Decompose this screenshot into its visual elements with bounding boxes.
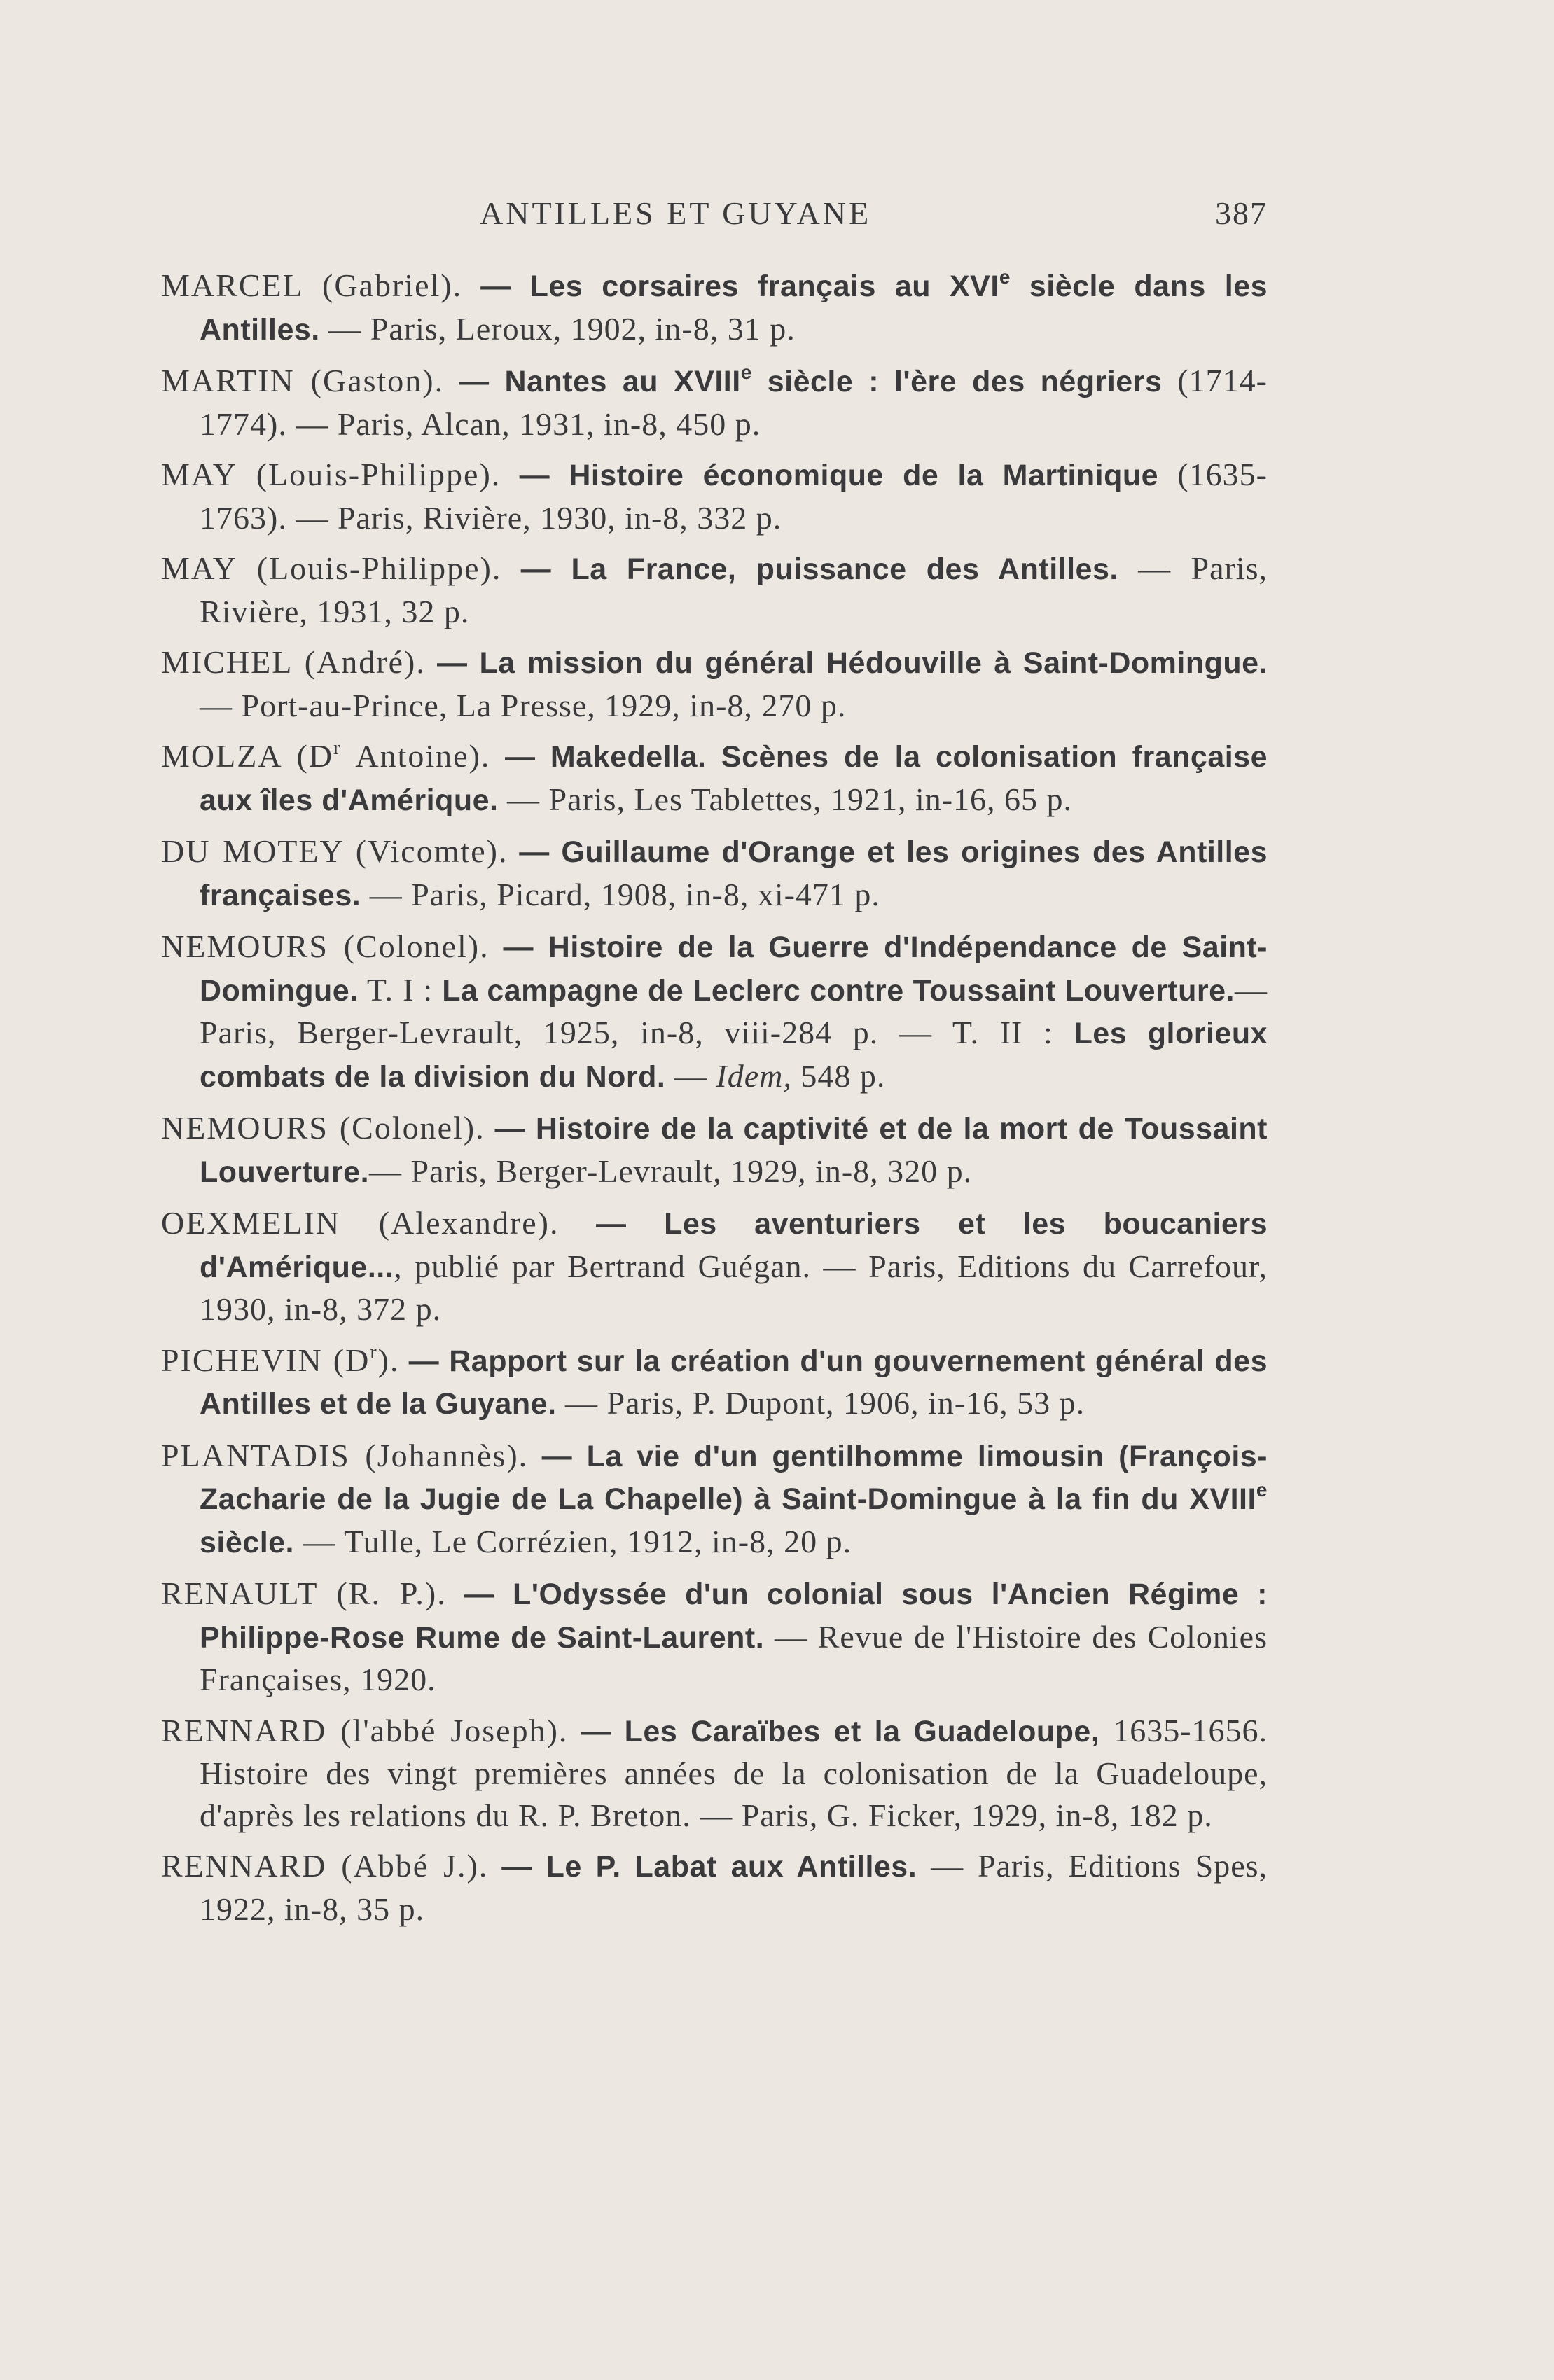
entry-title: — Histoire de la captivité et de la mort de Toussaint Louverture. [200,1112,1268,1189]
entry-title: — Rapport sur la création d'un gouvernement général des Antilles et de la Guyane. [200,1344,1268,1421]
entry-publication: — Paris, Picard, 1908, in-8, xi-471 p. [361,876,880,912]
entry-pages: 548 p. [791,1057,886,1094]
entry-publication: — Tulle, Le Corrézien, 1912, in-8, 20 p. [294,1523,852,1559]
entry-title: — Le P. Labat aux Antilles. [501,1850,917,1884]
entry-publication: (1635-1763). — Paris, Rivière, 1930, in-8, 332 p. [200,457,1268,536]
bibliography-entry [161,1339,1268,1426]
entry-title: — Guillaume d'Orange et les origines des Antilles françaises. [200,835,1268,912]
bibliography-entry [161,1435,1268,1564]
entry-title: — La mission du général Hédouville à Saint-Domingue. [436,646,1268,680]
bibliography-entry [161,641,1268,726]
entry-title: — La vie d'un gentilhomme limousin (François-Zacharie de la Jugie de La Chapelle) à Saint-Domingue à la fin du XVIIIe siècle. [200,1439,1268,1559]
entry-publication: — Paris, P. Dupont, 1906, in-16, 53 p. [556,1385,1085,1421]
entry-title: — Histoire économique de la Martinique [519,459,1159,492]
bibliography-entry [161,830,1268,917]
entry-author: RENNARD (l'abbé Joseph). [161,1712,569,1748]
entry-title: — Nantes au XVIIIe siècle : l'ère des négriers [459,361,1163,398]
entry-author: NEMOURS (Colonel). [161,928,490,964]
entry-publication: — Paris, Editions Spes, 1922, in-8, 35 p. [200,1848,1268,1927]
entry-author: MARCEL (Gabriel). [161,267,463,303]
entry-title: — La France, puissance des Antilles. [520,552,1118,586]
entry-subtitle: Les glorieux combats de la division du Nord. [200,1017,1268,1094]
entry-title: — L'Odyssée d'un colonial sous l'Ancien Régime : Philippe-Rose Rume de Saint-Laurent. [200,1578,1268,1655]
bibliography-entry [161,1107,1268,1193]
entry-author: OEXMELIN (Alexandre). [161,1205,560,1241]
entry-publication: — Port-au-Prince, La Presse, 1929, in-8, 270 p. [200,687,847,723]
entry-author: PICHEVIN $(D^r)$. [161,1341,400,1378]
entry-publication: — Paris, Les Tablettes, 1921, in-16, 65 p. [498,781,1073,817]
entry-author: MARTIN (Gaston). [161,363,445,398]
entry-author: MAY (Louis-Philippe). [161,550,502,586]
entry-title: — Makedella. Scènes de la colonisation française aux îles d'Amérique. [200,740,1268,817]
entry-publication: (1714-1774). — Paris, Alcan, 1931, in-8, 450 p. [200,363,1268,442]
entry-publication: , publié par Bertrand Guégan. — Paris, Editions du Carrefour, 1930, in-8, 372 p. [200,1248,1268,1327]
entry-author: MICHEL (André). [161,644,426,680]
entry-title: — Histoire de la Guerre d'Indépendance de Saint-Domingue. [200,931,1268,1008]
entry-title: — Les aventuriers et les boucaniers d'Amérique... [200,1207,1268,1284]
running-title: ANTILLES ET GUYANE [480,195,872,231]
entry-subtitle: La campagne de Leclerc contre Toussaint Louverture. [442,973,1235,1008]
bibliography-entry [161,1845,1268,1930]
bibliography-entry [161,548,1268,632]
entry-publication: 1635-1656. Histoire des vingt premières années de la colonisation de la Guadeloupe, d'après les relations du R. P. Breton. — Paris, G. Ficker, 1929, in-8, 182 p. [200,1712,1268,1833]
entry-author: PLANTADIS (Johannès). [161,1437,529,1473]
entry-volume: T. I : [358,971,443,1008]
bibliography-entry [161,360,1268,445]
entry-author: RENNARD (Abbé J.). [161,1848,489,1884]
entry-author: RENAULT (R. P.). [161,1575,447,1611]
bibliography-entry: NEMOURS (Colonel). — Histoire de la Guerre d'Indépendance de Saint-Domingue. T. I : La campagne de Leclerc contre Toussaint Louverture.— Paris, Berger-Levrault, 1925, in-8, viii-284 p. — T. II : Les glorieux combats de la division du Nord. — Idem, 548 p. [161,928,1268,1094]
bibliography-entry [161,454,1268,538]
entry-publication: — Revue de l'Histoire des Colonies Françaises, 1920. [200,1618,1268,1697]
bibliography-entry [161,735,1268,821]
bibliography-list [161,265,1268,1939]
entry-publication: — Paris, Berger-Levrault, 1925, in-8, viii-284 p. — T. II : [200,971,1268,1050]
entry-title: — Les Caraïbes et la Guadeloupe, [581,1714,1100,1748]
page-number: 387 [1215,195,1268,231]
entry-publication: — Paris, Leroux, 1902, in-8, 31 p. [319,310,796,347]
entry-author: NEMOURS (Colonel). [161,1110,485,1146]
entry-publication: — Paris, Berger-Levrault, 1929, in-8, 320 p. [369,1153,973,1189]
entry-title: — Les corsaires français au XVIe siècle dans les Antilles. [200,266,1268,347]
entry-author: DU MOTEY (Vicomte). [161,833,508,869]
bibliography-entry [161,265,1268,351]
bibliography-entry [161,1710,1268,1837]
entry-author: MAY (Louis-Philippe). [161,457,501,492]
bibliography-entry [161,1573,1268,1701]
entry-author: MOLZA ($D^r$ Antoine). [161,737,491,774]
bibliography-entry [161,1202,1268,1330]
entry-publication: — Paris, Rivière, 1931, 32 p. [200,550,1268,629]
running-head [161,195,1268,237]
entry-idem: Idem, [716,1057,792,1094]
